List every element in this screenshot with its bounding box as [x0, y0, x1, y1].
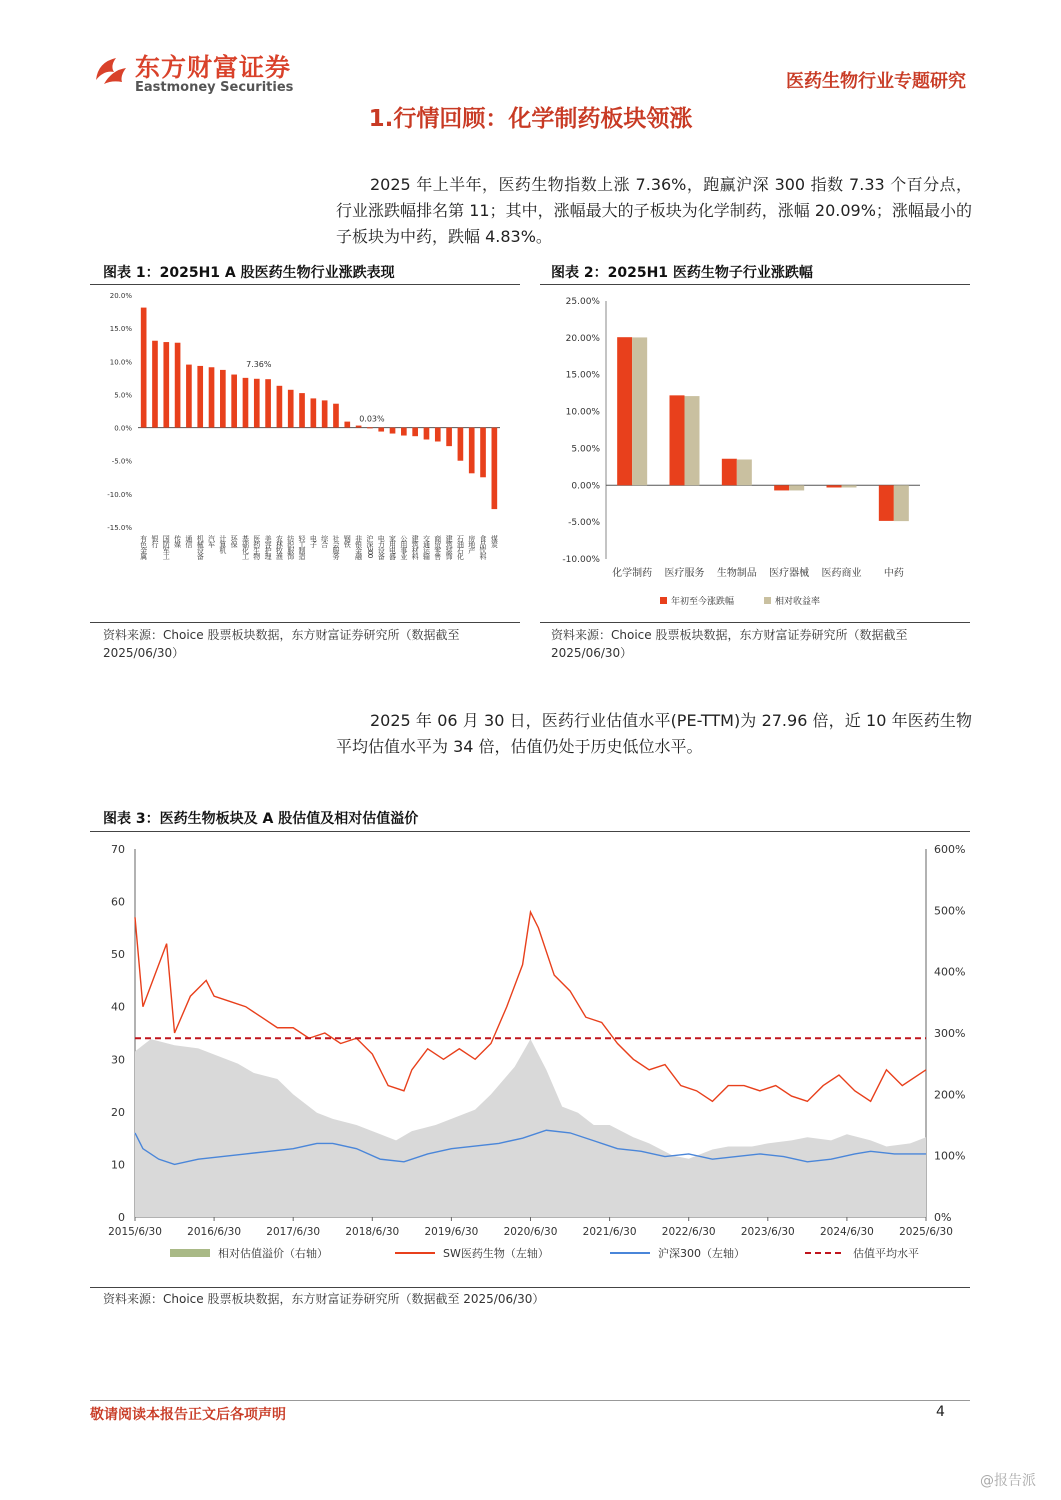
bar [175, 343, 181, 428]
y-tick-label: -10.00% [562, 555, 600, 565]
x-tick-label: 石油石化 [456, 535, 465, 559]
x-tick-label: 基础化工 [241, 535, 250, 559]
x-tick-label: 食品饮料 [479, 535, 488, 559]
x-tick-label: 公用事业 [399, 535, 408, 559]
bar-relative [632, 337, 647, 485]
bar [277, 386, 283, 428]
x-tick-label: 建筑材料 [411, 535, 420, 559]
company-name-en: Eastmoney Securities [135, 80, 294, 95]
y-tick-label: 20.00% [565, 333, 600, 344]
x-tick-label: 非银金融 [354, 535, 363, 559]
x-tick-label: 汽车 [207, 535, 216, 547]
x-tick-label: 传媒 [173, 535, 182, 547]
bar [333, 404, 339, 428]
data-label: 0.03% [359, 414, 385, 424]
bar [288, 390, 294, 428]
x-tick-label: 2015/6/30 [108, 1226, 162, 1238]
bar-ytd [879, 485, 894, 521]
x-tick-label: 沪深300 [365, 535, 374, 558]
legend-label: 相对估值溢价（右轴） [218, 1247, 328, 1260]
y-right-tick-label: 600% [934, 843, 966, 856]
y-left-tick-label: 40 [111, 1000, 125, 1014]
fig1-source-line1: 资料来源：Choice 股票板块数据，东方财富证券研究所（数据截至 [103, 628, 460, 642]
legend-label: 估值平均水平 [853, 1247, 919, 1260]
bar-ytd [774, 485, 789, 490]
x-tick-label: 商贸零售 [433, 535, 442, 559]
y-tick-label: -5.00% [568, 518, 600, 529]
x-tick-label: 国防军工 [162, 535, 171, 559]
x-tick-label: 2017/6/30 [266, 1226, 321, 1238]
x-tick-label: 2023/6/30 [740, 1226, 795, 1238]
footer-divider [90, 1400, 970, 1401]
bar [458, 428, 464, 461]
bar [469, 428, 475, 474]
x-tick-label: 中药 [883, 568, 904, 579]
y-right-tick-label: 400% [934, 965, 966, 979]
y-left-tick-label: 0 [118, 1211, 125, 1224]
x-tick-label: 医药生物 [252, 535, 261, 559]
fig3-top-rule [90, 831, 970, 832]
x-tick-label: 2024/6/30 [819, 1226, 874, 1238]
fig3-bottom-rule [90, 1287, 970, 1288]
bar [322, 400, 328, 427]
x-tick-label: 交通运输 [422, 535, 431, 559]
y-tick-label: 15.00% [565, 370, 600, 381]
bar [141, 308, 147, 428]
bar [401, 428, 407, 436]
x-tick-label: 银行 [150, 535, 159, 547]
watermark: @报告派 [980, 1473, 1036, 1489]
y-tick-label: 5.00% [571, 444, 600, 455]
x-tick-label: 社会服务 [331, 535, 340, 559]
y-right-tick-label: 500% [934, 904, 966, 918]
y-tick-label: 25.00% [565, 297, 600, 307]
fig2-bottom-rule [540, 622, 970, 623]
y-tick-label: 5.0% [114, 391, 132, 400]
footer-disclaimer: 敬请阅读本报告正文后各项声明 [90, 1407, 286, 1423]
bar [378, 428, 384, 432]
y-right-tick-label: 200% [934, 1088, 966, 1102]
y-tick-label: -5.0% [111, 457, 132, 466]
bar [163, 342, 169, 428]
x-tick-label: 2020/6/30 [503, 1226, 558, 1238]
bar [209, 367, 215, 427]
y-tick-label: -10.0% [107, 490, 132, 499]
x-tick-label: 轻工制造 [298, 535, 307, 559]
y-left-tick-label: 70 [111, 843, 125, 856]
x-tick-label: 2022/6/30 [661, 1226, 716, 1238]
fig2-chart [540, 285, 970, 620]
logo-icon [90, 50, 130, 90]
y-tick-label: 0.0% [114, 424, 132, 433]
x-tick-label: 2025/6/30 [899, 1226, 953, 1238]
report-type: 医药生物行业专题研究 [786, 71, 966, 92]
fig2-title: 图表 2：2025H1 医药生物子行业涨跌幅 [551, 265, 813, 281]
bar [220, 370, 226, 428]
data-label: 7.36% [246, 359, 272, 369]
x-tick-label: 煤炭 [490, 535, 499, 547]
legend-label: SW医药生物（左轴） [443, 1247, 549, 1260]
bar [152, 341, 158, 428]
bar [197, 366, 203, 428]
x-tick-label: 环保 [230, 535, 239, 547]
bar-relative [894, 485, 909, 521]
y-tick-label: 10.00% [565, 407, 600, 418]
legend-swatch [764, 597, 771, 604]
section-title: 1.行情回顾：化学制药板块领涨 [368, 106, 693, 132]
paragraph-2: 2025 年 06 月 30 日，医药行业估值水平(PE-TTM)为 27.96 倍，近 10 年医药生物平均估值水平为 34 倍，估值仍处于历史低位水平。 [336, 711, 972, 756]
legend-label: 年初至今涨跌幅 [671, 597, 735, 607]
x-tick-label: 2021/6/30 [582, 1226, 637, 1238]
fig2-source-line2: 2025/06/30） [551, 646, 633, 660]
x-tick-label: 2018/6/30 [345, 1226, 400, 1238]
x-tick-label: 有色金属 [139, 535, 148, 559]
bar-ytd [722, 459, 737, 486]
bar-relative [685, 396, 700, 485]
y-left-tick-label: 20 [111, 1105, 125, 1119]
bar [390, 428, 396, 434]
x-tick-label: 纺织服饰 [286, 535, 295, 559]
x-tick-label: 钢铁 [343, 535, 352, 547]
page-number: 4 [936, 1404, 945, 1420]
y-right-tick-label: 300% [934, 1027, 966, 1040]
bar-ytd [827, 485, 842, 487]
bar [186, 365, 192, 428]
x-tick-label: 电力设备 [377, 535, 386, 559]
x-tick-label: 电子 [309, 535, 318, 547]
y-tick-label: 20.0% [109, 292, 132, 300]
y-tick-label: 0.00% [571, 481, 600, 492]
bar [367, 427, 373, 428]
bar-ytd [617, 337, 632, 485]
bar [356, 426, 362, 428]
bar [424, 428, 430, 440]
bar [299, 393, 305, 427]
fig1-source-line2: 2025/06/30） [103, 646, 185, 660]
x-tick-label: 房地产 [467, 535, 476, 553]
fig1-chart [90, 285, 520, 620]
y-tick-label: -15.0% [107, 524, 132, 532]
x-tick-label: 计算机 [218, 535, 227, 553]
x-tick-label: 2016/6/30 [187, 1226, 242, 1238]
bar [412, 428, 418, 437]
premium-area [135, 1039, 926, 1217]
fig2-source-line1: 资料来源：Choice 股票板块数据，东方财富证券研究所（数据截至 [551, 628, 908, 642]
bar [231, 375, 237, 428]
legend-swatch [660, 597, 667, 604]
x-tick-label: 2019/6/30 [424, 1226, 479, 1238]
bar [243, 378, 249, 428]
x-tick-label: 生物制品 [716, 568, 757, 579]
fig1-title: 图表 1：2025H1 A 股医药生物行业涨跌表现 [103, 265, 395, 281]
x-tick-label: 医疗服务 [664, 568, 705, 579]
bar [435, 428, 441, 442]
x-tick-label: 化学制药 [612, 568, 653, 579]
x-tick-label: 综合 [320, 535, 329, 547]
fig3-chart [90, 835, 970, 1285]
bar [480, 428, 486, 478]
x-tick-label: 美容护理 [264, 535, 273, 559]
legend-label: 相对收益率 [775, 597, 821, 607]
bar [311, 398, 317, 427]
bar-relative [789, 485, 804, 490]
fig3-source: 资料来源：Choice 股票板块数据，东方财富证券研究所（数据截至 2025/06/30） [103, 1292, 545, 1306]
x-tick-label: 医药商业 [821, 568, 862, 579]
x-tick-label: 机械设备 [196, 535, 205, 559]
y-right-tick-label: 0% [934, 1211, 952, 1224]
legend-swatch-premium [170, 1249, 210, 1257]
x-tick-label: 医疗器械 [769, 568, 810, 579]
bar [492, 428, 498, 510]
y-tick-label: 10.0% [109, 358, 132, 367]
paragraph-1: 2025 年上半年，医药生物指数上涨 7.36%，跑赢沪深 300 指数 7.33 个百分点，行业涨跌幅排名第 11；其中，涨幅最大的子板块为化学制药，涨幅 20.09%；涨幅最小的子板块为中药，跌幅 4.83%。 [336, 175, 972, 246]
bar-ytd [670, 395, 685, 485]
y-tick-label: 15.0% [109, 325, 132, 334]
x-tick-label: 建筑装饰 [445, 535, 454, 559]
legend-label: 沪深300（左轴） [658, 1247, 745, 1260]
bar-relative [737, 459, 752, 485]
y-left-tick-label: 50 [111, 948, 125, 962]
bar [265, 379, 271, 427]
bar-relative [842, 485, 857, 487]
bar [254, 379, 260, 428]
company-name-cn: 东方财富证券 [135, 53, 292, 82]
fig1-bottom-rule [90, 622, 520, 623]
fig3-title: 图表 3：医药生物板块及 A 股估值及相对估值溢价 [103, 811, 419, 827]
y-left-tick-label: 60 [111, 895, 125, 909]
x-tick-label: 家用电器 [388, 535, 397, 559]
x-tick-label: 通信 [184, 535, 193, 547]
y-right-tick-label: 100% [934, 1149, 966, 1163]
bar [446, 428, 452, 447]
y-left-tick-label: 30 [111, 1053, 125, 1067]
y-left-tick-label: 10 [111, 1158, 125, 1172]
x-tick-label: 农林牧渔 [275, 535, 284, 559]
bar [344, 422, 350, 428]
